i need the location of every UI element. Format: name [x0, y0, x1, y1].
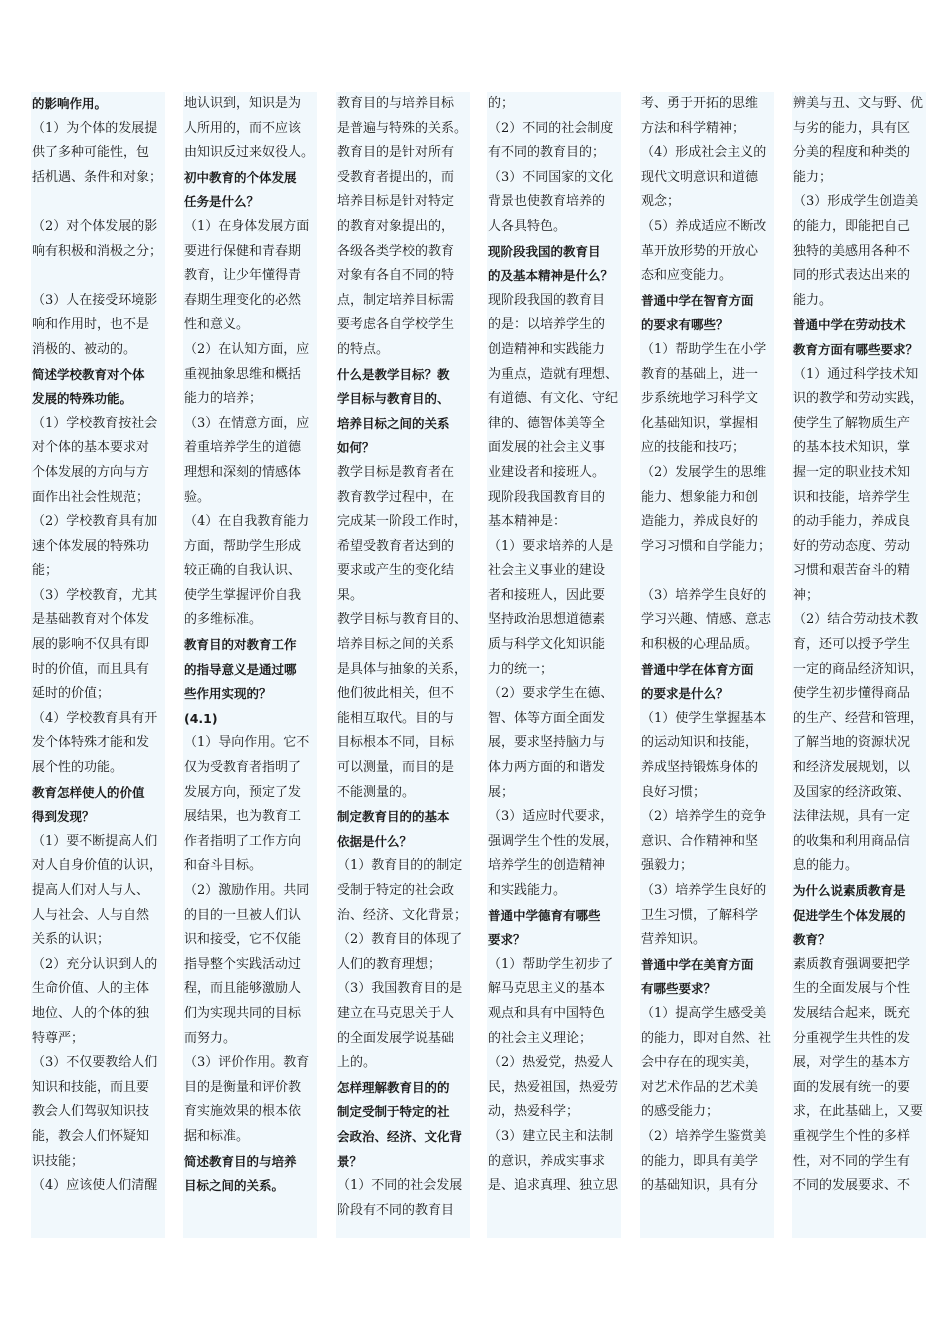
paragraph: （1）要不断提高人们 对人自身价值的认识， 提高人们对人与人、 人与社会、人与自然 关系的认识； （2）充分认识到人的 生命价值、人的主体 地位、人的个体的独 特尊严； （3）不仅要教给人们 知识和技能，而且要 教会人们驾驭知识技 能，教会人们怀疑知 识技能； （4）应该使人们清醒 [32, 833, 163, 1194]
paragraph: （1）帮助学生初步了 解马克思主义的基本 观点和具有中国特色 的社会主义理论； （2）热爱党，热爱人 民，热爱祖国，热爱劳 动，热爱科学； （3）建立民主和法制 的意识，养成实事求 是、追求真理、独立思 [488, 956, 619, 1194]
paragraph: （1）导向作用。它不 仅为受教育者指明了 发展方向，预定了发 展结果，也为教育工 作者指明了工作方向 和奋斗目标。 （2）激励作用。共同 的目的一旦被人们认 识和接受，它不仅能 指导整个实践活动过 程，而且能够激励人 们为实现共同的目标 而努力。 （3）评价作用。教育 目的是衡量和评价教 育实施效果的根本依 据和标准。 [184, 735, 310, 1144]
section-heading: 教育目的对教育工作 的指导意义是通过哪 些作用实现的？ (4.1) [184, 637, 297, 726]
section-heading: 普通中学在体育方面 的要求是什么？ [641, 661, 754, 702]
paragraph: （1）在身体发展方面 要进行保健和青春期 教育，让少年懂得青 春期生理变化的必然 性和意义。 （2）在认知方面，应 重视抽象思维和概括 能力的培养； （3）在情意方面，应 着重培养学生的道德 理想和深刻的情感体 验。 （4）在自我教育能力 方面，帮助学生形成 较正确的自我认识、 使学生掌握评价自我 的多维标准。 [184, 218, 310, 628]
column-4 [487, 92, 621, 1238]
paragraph: 教学目标是教育者在 教育教学过程中，在 完成某一阶段工作时， 希望受教育者达到的 要求或产生的变化结 果。 教学目标与教育目的、 培养目标之间的关系 是具体与抽象的关系， 他们彼此相关，但不 能相互取代。目的与 目标根本不同，目标 可以测量，而目的是 不能测量的。 [337, 464, 468, 800]
paragraph: （1）提高学生感受美 的能力，即对自然、社 会中存在的现实美， 对艺术作品的艺术美 的感受能力； （2）培养学生鉴赏美 的能力，即具有美学 的基础知识，具有分 [641, 1005, 772, 1194]
section-heading: 简述学校教育对个体 发展的特殊功能。 [32, 366, 145, 407]
section-heading: 普通中学在劳动技术 教育方面有哪些要求？ [793, 317, 919, 357]
paragraph: 地认识到，知识是为 人所用的，而不应该 由知识反过来奴役人。 [184, 96, 315, 161]
paragraph: （1）不同的社会发展 阶段有不同的教育目 [337, 1178, 463, 1218]
paragraph: （1）帮助学生在小学 教育的基础上，进一 步系统地学习科学文 化基础知识，掌握相 应的技能和技巧； （2）发展学生的思维 能力、想象能力和创 造能力，养成良好的 学习习惯和自学能力； （3）培养学生良好的 学习兴趣、情感、意志 和积极的心理品质。 [641, 341, 772, 653]
paragraph: 教育目的与培养目标 是普遍与特殊的关系。 教育目的是针对所有 受教育者提出的，而 培养目标是针对特定 的教育对象提出的， 各级各类学校的教育 对象有各自不同的特 点，制定培养目标需 要考虑各自学校学生 的特点。 [337, 96, 468, 357]
section-heading: 的影响作用。 [32, 96, 108, 111]
section-heading: 教育怎样使人的价值 得到发现？ [32, 784, 145, 825]
column-3 [336, 92, 470, 1238]
paragraph: 考、勇于开拓的思维 方法和科学精神； （4）形成社会主义的 现代文明意识和道德 观念； （5）养成适应不断改 革开放形势的开放心 态和应变能力。 [641, 96, 767, 284]
section-heading: 怎样理解教育目的的 制定受制于特定的社 会政治、经济、文化背 景？ [337, 1079, 463, 1169]
section-heading: 简述教育目的与培养 目标之间的关系。 [184, 1153, 297, 1194]
section-heading: 制定教育目的的基本 依据是什么？ [337, 809, 450, 849]
column-6 [792, 92, 926, 1238]
paragraph: （1）为个体的发展提 供了多种可能性，包 括机遇、条件和对象； （2）对个体发展的影 响有积极和消极之分； （3）人在接受环境影 响和作用时，也不是 消极的、被动的。 [32, 120, 163, 357]
section-heading: 普通中学德育有哪些 要求？ [488, 907, 601, 948]
paragraph: 的； （2）不同的社会制度 有不同的教育目的； （3）不同国家的文化 背景也使教育培养的 人各具特色。 [488, 96, 614, 234]
paragraph: （1）通过科学技术知 识的教学和劳动实践， 使学生了解物质生产 的基本技术知识，掌 握一定的职业技术知 识和技能，培养学生 的动手能力，养成良 好的劳动态度、劳动 习惯和艰苦奋斗的精 神； （2）结合劳动技术教 育，还可以授予学生 一定的商品经济知识， 使学生初步懂得商品 的生产、经营和管理， 了解当地的资源状况 和经济发展规划，以 及国家的经济政策、 法律法规，具有一定 的收集和利用商品信 息的能力。 [793, 366, 924, 874]
column-1 [31, 92, 165, 1238]
paragraph: 辨美与丑、文与野、优 与劣的能力，具有区 分美的程度和种类的 能力； （3）形成学生创造美 的能力，即能把自己 独特的美感用各种不 同的形式表达出来的 能力。 [793, 96, 924, 308]
paragraph: 素质教育强调要把学 生的全面发展与个性 发展结合起来，既充 分重视学生共性的发 展，对学生的基本方 面的发展有统一的要 求，在此基础上，又要 重视学生个性的多样 性，对不同的学生有 不同的发展要求、不 [793, 956, 924, 1194]
column-2 [183, 92, 317, 1238]
section-heading: 什么是教学目标？教 学目标与教育目的、 培养目标之间的关系 如何？ [337, 366, 450, 456]
paragraph: （1）使学生掌握基本 的运动知识和技能， 养成坚持锻炼身体的 良好习惯； （2）培养学生的竞争 意识、合作精神和坚 强毅力； （3）培养学生良好的 卫生习惯，了解科学 营养知识。 [641, 710, 767, 948]
paragraph: （1）学校教育按社会 对个体的基本要求对 个体发展的方向与方 面作出社会性规范； （2）学校教育具有加 速个体发展的特殊功 能； （3）学校教育，尤其 是基础教育对个体发 展的影响不仅具有即 时的价值，而且具有 延时的价值； （4）学校教育具有开 发个体特殊才能和发 展个性的功能。 [32, 415, 158, 776]
paragraph: 现阶段我国的教育目 的是：以培养学生的 创造精神和实践能力 为重点，造就有理想、 有道德、有文化、守纪 律的、德智体美等全 面发展的社会主义事 业建设者和接班人。 现阶段我国教育目的 基本精神是： （1）要求培养的人是 社会主义事业的建设 者和接班人，因此要 坚持政治思想道德素 质与科学文化知识能 力的统一； （2）要求学生在德、 智、体等方面全面发 展，要求坚持脑力与 体力两方面的和谐发 展； （3）适应时代要求， 强调学生个性的发展， 培养学生的创造精神 和实践能力。 [488, 292, 619, 898]
section-heading: 初中教育的个体发展 任务是什么？ [184, 169, 297, 210]
paragraph: （1）教育目的的制定 受制于特定的社会政 治、经济、文化背景； （2）教育目的体现了 人们的教育理想； （3）我国教育目的是 建立在马克思关于人 的全面发展学说基础 上的。 [337, 858, 468, 1071]
column-5 [640, 92, 774, 1238]
section-heading: 普通中学在智育方面 的要求有哪些？ [641, 292, 754, 333]
section-heading: 现阶段我国的教育目 的及基本精神是什么？ [488, 243, 614, 284]
section-heading: 为什么说素质教育是 促进学生个体发展的 教育？ [793, 883, 906, 948]
section-heading: 普通中学在美育方面 有哪些要求？ [641, 956, 754, 997]
